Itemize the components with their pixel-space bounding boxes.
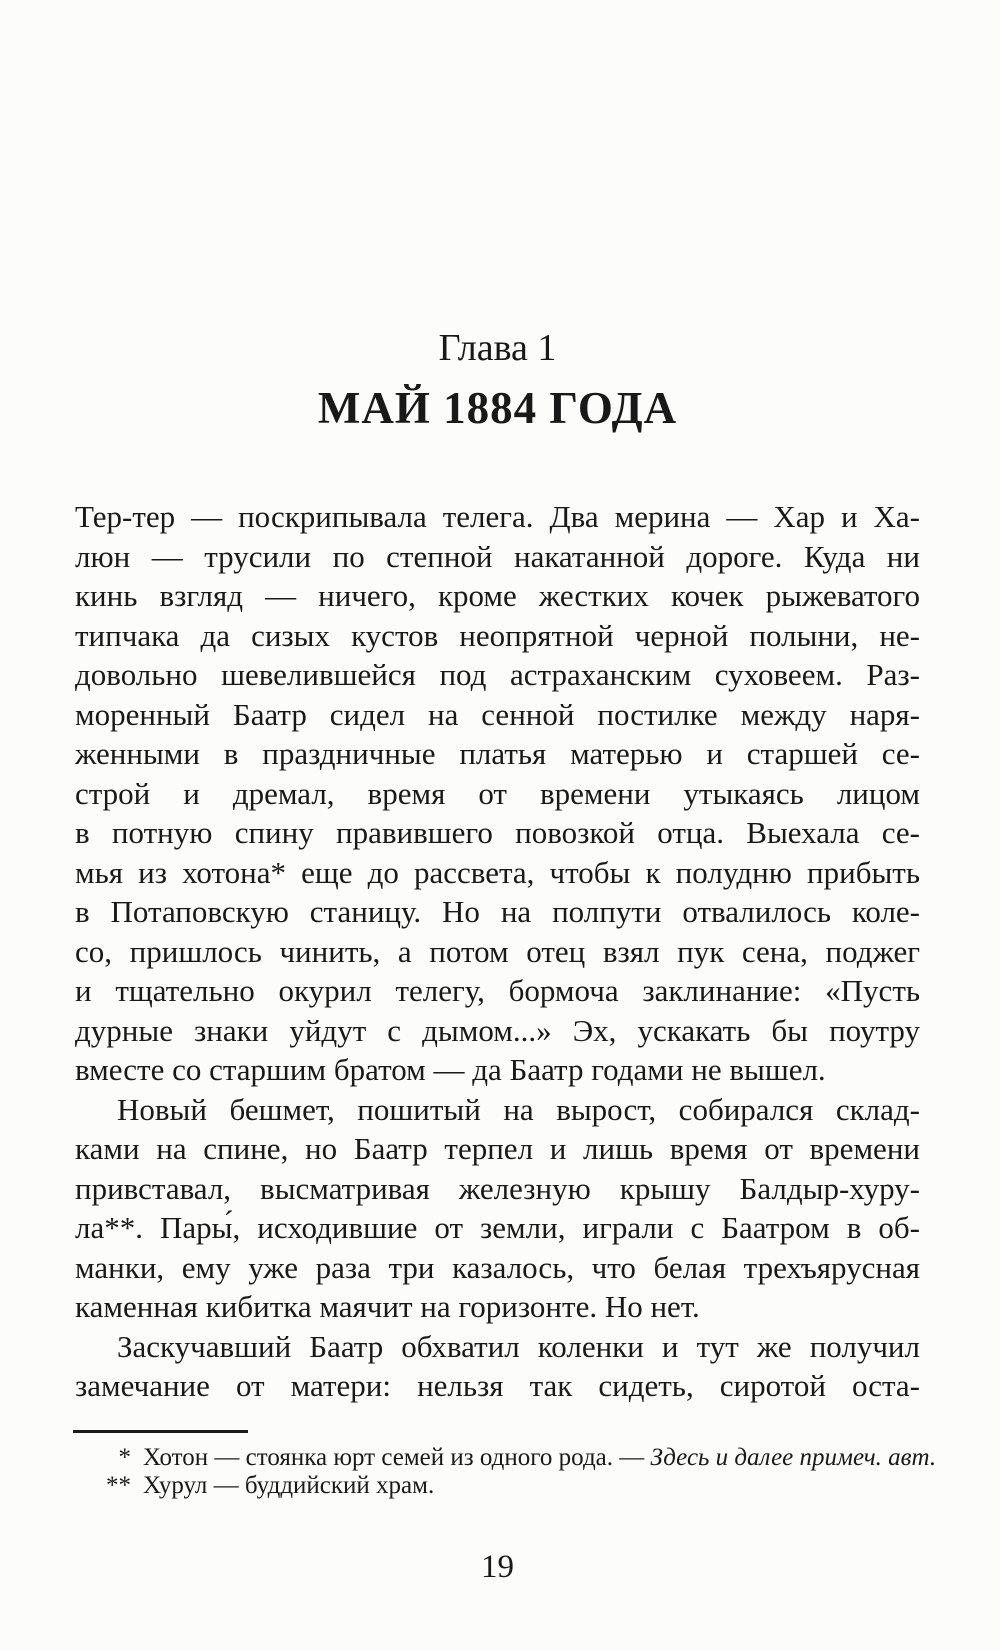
chapter-title: МАЙ 1884 ГОДА: [317, 383, 678, 433]
text-line: со, пришлось чинить, а потом отец взял пук сена, поджег: [75, 933, 920, 969]
text-line: ла**. Пары́, исходившие от земли, играли с Баатром в об-: [75, 1210, 920, 1245]
text-line: женными в праздничные платья матерью и старшей се-: [75, 736, 920, 771]
text-line: в потную спину правившего повозкой отца. Выехала се-: [75, 815, 920, 850]
text-line: моренный Баатр сидел на сенной постилке между наря-: [75, 696, 920, 732]
footnote-text: Хурул — буддийский храм.: [143, 1471, 435, 1499]
text-line: в Потаповскую станицу. Но на полпути отвалилось коле-: [75, 894, 920, 929]
text-line: Тер-тер — поскрипывала телега. Два мерина — Хар и Ха-: [75, 499, 920, 534]
text-line: Заскучавший Баатр обхватил коленки и тут же получил: [117, 1328, 920, 1364]
text-line: типчака да сизых кустов неопрятной черной полыни, не-: [75, 617, 920, 653]
text-line: строй и дремал, время от времени утыкаясь лицом: [75, 775, 920, 811]
chapter-label: Глава 1: [438, 327, 557, 369]
text-line: мья из хотона* еще до рассвета, чтобы к полудню прибыть: [75, 854, 920, 890]
text-line: довольно шевелившейся под астраханским суховеем. Раз-: [75, 657, 920, 692]
body-text: [75, 497, 920, 1406]
page-number: 19: [481, 1549, 514, 1585]
text-line: вместе со старшим братом — да Баатр годами не вышел.: [75, 1052, 826, 1087]
footnotes: [75, 1444, 937, 1499]
footnote-marker: **: [106, 1471, 131, 1499]
text-line: привставал, высматривая железную крышу Балдыр-хуру-: [75, 1170, 920, 1206]
text-line: и тщательно окурил телегу, бормоча заклинание: «Пусть: [75, 973, 920, 1008]
text-line: манки, ему уже раза три казалось, что белая трехъярусная: [75, 1249, 920, 1285]
footnote-marker: *: [118, 1444, 131, 1471]
text-line: замечание от матери: нельзя так сидеть, сиротой оста-: [75, 1368, 920, 1403]
footnote-item: [75, 1472, 920, 1500]
text-line: дурные знаки уйдут с дымом...» Эх, ускакать бы поутру: [75, 1012, 920, 1048]
text-line: каменная кибитка маячит на горизонте. Но нет.: [75, 1289, 700, 1324]
footnote-text: Хотон — стоянка юрт семей из одного рода. — Здесь и далее примеч. авт.: [143, 1444, 937, 1471]
text-line: люн — трусили по степной накатанной дороге. Куда ни: [75, 538, 920, 574]
text-line: кинь взгляд — ничего, кроме жестких кочек рыжеватого: [75, 578, 920, 613]
footnote-separator: [73, 1430, 248, 1433]
text-line: ками на спине, но Баатр терпел и лишь время от времени: [75, 1131, 920, 1166]
text-line: Новый бешмет, пошитый на вырост, собирался склад-: [117, 1091, 920, 1127]
footnote-item: [75, 1444, 937, 1472]
